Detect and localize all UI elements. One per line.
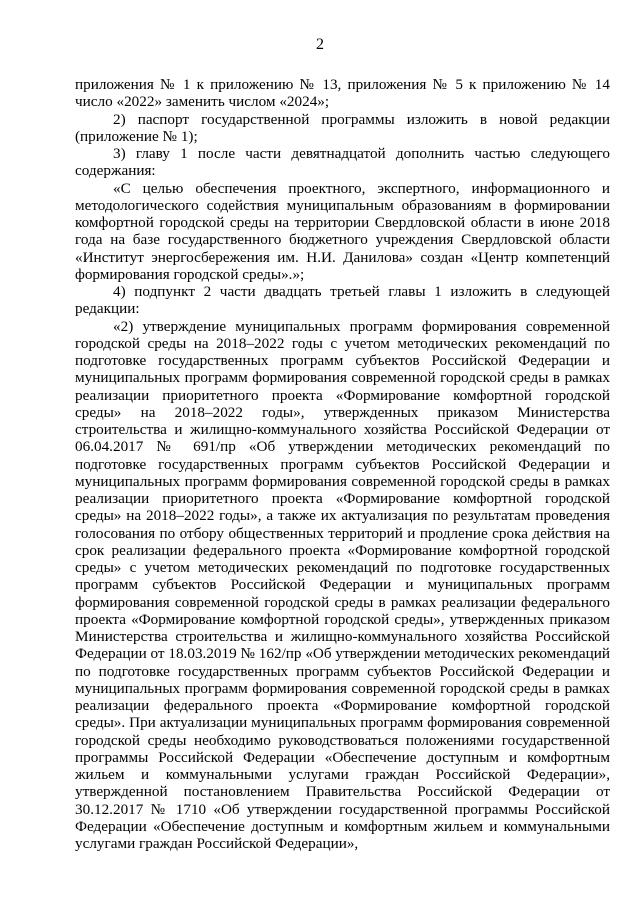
paragraph-2: 2) паспорт государственной программы изложить в новой редакции (приложение № 1); xyxy=(75,110,610,145)
page-number: 2 xyxy=(316,36,324,53)
document-body xyxy=(75,76,610,852)
paragraph-1: приложения № 1 к приложению № 13, приложения № 5 к приложению № 14 число «2022» заменить числом «2024»; xyxy=(75,76,610,111)
paragraph-5: 4) подпункт 2 части двадцать третьей главы 1 изложить в следующей редакции: xyxy=(75,283,610,318)
paragraph-6: «2) утверждение муниципальных программ формирования современной городской среды на 2018–2022 годы с учетом методических рекомендаций по подготовке государственных программ субъектов Российской Федерации и муниципальных программ формирования современной городской среды в рамках реализации приоритетного проекта «Формирование комфортной городской среды» на 2018–2022 годы», утвержденных приказом Министерства строительства и жилищно-коммунального хозяйства Российской Федерации от 06.04.2017 № 691/пр «Об утверждении методических рекомендаций по подготовке государственных программ субъектов Российской Федерации и муниципальных программ формирования современной городской среды в рамках реализации приоритетного проекта «Формирование комфортной городской среды» на 2018–2022 годы», а также их актуализация по результатам проведения голосования по отбору общественных территорий и продление срока действия на срок реализации федерального проекта «Формирование комфортной городской среды» с учетом методических рекомендаций по подготовке государственных программ субъектов Российской Федерации и муниципальных программ формирования современной городской среды в рамках реализации федерального проекта «Формирование комфортной городской среды», утвержденных приказом Министерства строительства и жилищно-коммунального хозяйства Российской Федерации от 18.03.2019 № 162/пр «Об утверждении методических рекомендаций по подготовке государственных программ субъектов Российской Федерации и муниципальных программ формирования современной городской среды в рамках реализации федерального проекта «Формирование комфортной городской среды». При актуализации муниципальных программ формирования современной городской среды необходимо руководствоваться положениями государственной программы Российской Федерации «Обеспечение доступным и комфортным жильем и коммунальными услугами граждан Российской Федерации», утвержденной постановлением Правительства Российской Федерации от 30.12.2017 № 1710 «Об утверждении государственной программы Российской Федерации «Обеспечение доступным и комфортным жильем и коммунальными услугами граждан Российской Федерации», xyxy=(75,317,610,852)
paragraph-4: «С целью обеспечения проектного, экспертного, информационного и методологического содействия муниципальным образованиям в формировании комфортной городской среды на территории Свердловской области в июне 2018 года на базе государственного бюджетного учреждения Свердловской области «Институт энергосбережения им. Н.И. Данилова» создан «Центр компетенций формирования городской среды».»; xyxy=(75,179,610,283)
paragraph-3: 3) главу 1 после части девятнадцатой дополнить частью следующего содержания: xyxy=(75,145,610,180)
